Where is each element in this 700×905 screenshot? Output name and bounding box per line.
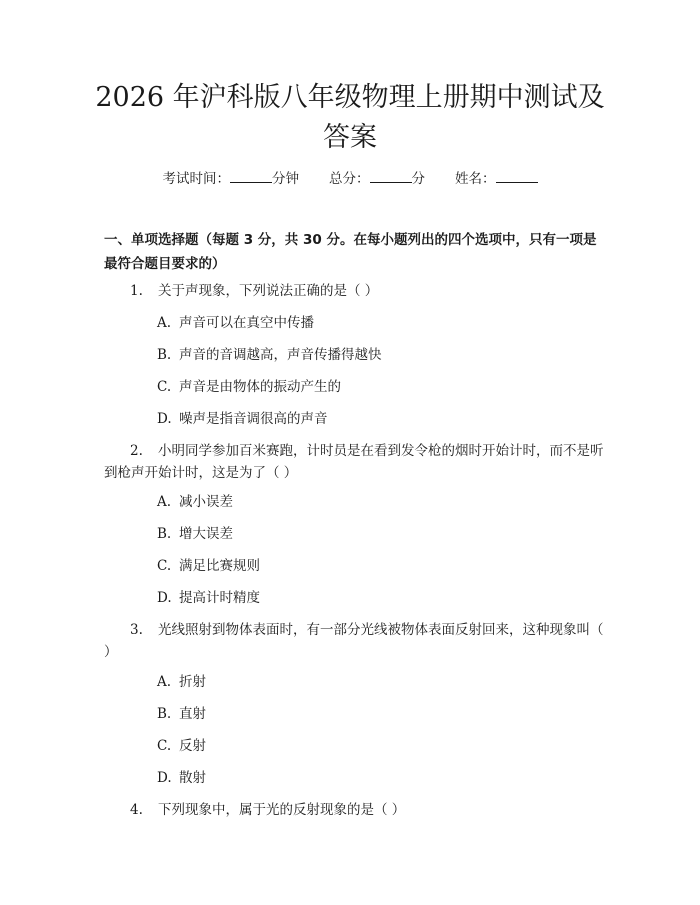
document-title: 2026 年沪科版八年级物理上册期中测试及答案 xyxy=(95,82,605,153)
option-text: 直射 xyxy=(179,706,206,722)
option-text: 噪声是指音调很高的声音 xyxy=(179,411,328,427)
exam-time-label: 考试时间： xyxy=(162,171,230,187)
question-number: 4. xyxy=(130,802,143,818)
option-letter: C. xyxy=(157,738,172,754)
question-2-option-b xyxy=(157,523,233,545)
total-score-field xyxy=(329,168,425,189)
question-3-option-d xyxy=(157,767,206,789)
section-heading: 一、单项选择题（每题 3 分，共 30 分。在每小题列出的四个选项中，只有一项是最符合题目要求的） xyxy=(104,232,597,272)
question-number: 1. xyxy=(130,283,143,299)
question-2 xyxy=(104,440,604,484)
option-text: 折射 xyxy=(179,674,206,690)
option-letter: A. xyxy=(157,494,172,510)
question-3-option-b xyxy=(157,703,206,725)
question-1-option-d xyxy=(157,408,328,430)
question-1-option-b xyxy=(157,344,382,366)
student-name-label: 姓名： xyxy=(455,171,496,187)
question-number: 2. xyxy=(130,443,143,459)
student-name-blank xyxy=(496,168,538,183)
question-2-option-a xyxy=(157,491,233,513)
option-letter: B. xyxy=(157,347,172,363)
option-text: 散射 xyxy=(179,770,206,786)
question-2-option-c xyxy=(157,555,260,577)
question-text: 光线照射到物体表面时，有一部分光线被物体表面反射回来，这种现象叫（ ） xyxy=(104,622,604,660)
question-4 xyxy=(104,799,604,821)
total-score-unit: 分 xyxy=(411,171,425,187)
option-letter: D. xyxy=(157,590,172,606)
question-2-option-d xyxy=(157,587,260,609)
question-1-option-c xyxy=(157,376,341,398)
question-text: 关于声现象，下列说法正确的是（ ） xyxy=(158,283,379,299)
option-text: 提高计时精度 xyxy=(179,590,260,606)
exam-time-unit: 分钟 xyxy=(272,171,299,187)
option-text: 增大误差 xyxy=(179,526,233,542)
question-number: 3. xyxy=(130,622,143,638)
question-1-option-a xyxy=(157,312,314,334)
question-3-option-c xyxy=(157,735,206,757)
option-letter: D. xyxy=(157,411,172,427)
question-1 xyxy=(104,280,604,302)
option-text: 声音是由物体的振动产生的 xyxy=(179,379,341,395)
option-letter: C. xyxy=(157,558,172,574)
option-letter: A. xyxy=(157,315,172,331)
option-letter: B. xyxy=(157,526,172,542)
exam-time-blank xyxy=(230,168,272,183)
question-3-option-a xyxy=(157,671,206,693)
option-letter: A. xyxy=(157,674,172,690)
exam-time-field xyxy=(163,168,300,189)
option-letter: D. xyxy=(157,770,172,786)
option-text: 声音可以在真空中传播 xyxy=(179,315,314,331)
option-text: 减小误差 xyxy=(179,494,233,510)
exam-info-line xyxy=(0,168,700,189)
student-name-field xyxy=(455,168,538,189)
total-score-label: 总分： xyxy=(329,171,370,187)
question-3 xyxy=(104,619,604,663)
question-text: 下列现象中，属于光的反射现象的是（ ） xyxy=(158,802,406,818)
option-text: 满足比赛规则 xyxy=(179,558,260,574)
option-letter: B. xyxy=(157,706,172,722)
option-text: 声音的音调越高，声音传播得越快 xyxy=(179,347,382,363)
option-letter: C. xyxy=(157,379,172,395)
option-text: 反射 xyxy=(179,738,206,754)
total-score-blank xyxy=(370,168,412,183)
question-text: 小明同学参加百米赛跑，计时员是在看到发令枪的烟时开始计时，而不是听到枪声开始计时，这是为了（ ） xyxy=(104,443,604,481)
